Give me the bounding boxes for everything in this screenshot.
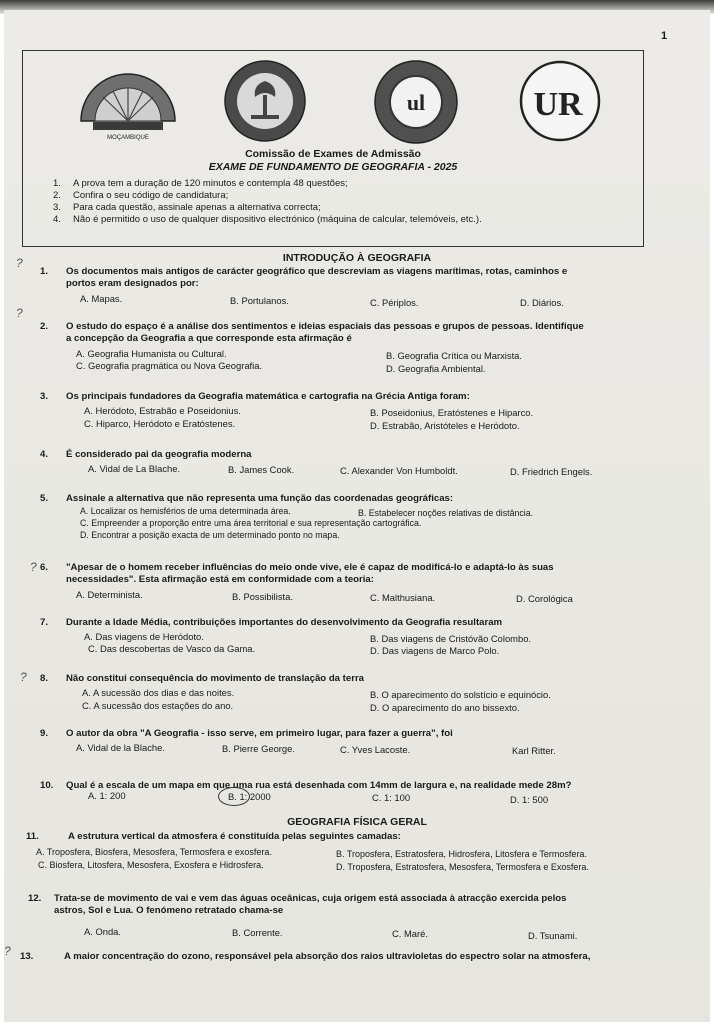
question-text: 11. A estrutura vertical da atmosfera é constituída pelas seguintes camadas: <box>26 831 401 842</box>
option-a[interactable]: A. Mapas. <box>80 293 123 304</box>
option-c[interactable]: C. Périplos. <box>370 297 419 308</box>
logo-4 <box>518 59 602 143</box>
option-d[interactable]: D. Corológica <box>516 593 573 604</box>
option-c[interactable]: C. 1: 100 <box>372 792 411 803</box>
option-b[interactable]: B. Portulanos. <box>230 295 289 306</box>
question-7 <box>40 617 660 656</box>
question-8 <box>40 673 660 713</box>
rule-1: 1. A prova tem a duração de 120 minutos e contempla 48 questões; <box>53 178 348 189</box>
option-d[interactable]: D. Geografia Ambiental. <box>386 363 486 374</box>
section-title-physical: GEOGRAFIA FÍSICA GERAL <box>287 816 427 828</box>
logo-2 <box>223 59 307 143</box>
option-b[interactable]: B. James Cook. <box>228 464 295 475</box>
option-d[interactable]: Karl Ritter. <box>512 745 556 756</box>
question-text: 10. Qual é a escala de um mapa em que uma rua está desenhada com 14mm de largura e, na realidade mede 28m? <box>40 780 572 791</box>
question-10 <box>40 780 660 805</box>
option-c[interactable]: C. Das descobertas de Vasco da Gama. <box>88 643 256 654</box>
question-11 <box>26 831 646 872</box>
option-a[interactable]: A. Onda. <box>84 926 122 937</box>
margin-question-mark: ? <box>30 560 37 574</box>
question-4 <box>40 449 660 477</box>
option-c[interactable]: C. Alexander Von Humboldt. <box>340 465 458 476</box>
option-a[interactable]: A. A sucessão dos dias e das noites. <box>82 687 235 698</box>
option-b[interactable]: B. Pierre George. <box>222 743 295 754</box>
option-b[interactable]: B. 1: 2000 <box>228 791 271 802</box>
margin-question-mark: ? <box>16 256 23 270</box>
logo-1-caption: MOÇAMBIQUE <box>107 135 149 141</box>
question-text: 9. O autor da obra "A Geografia - isso serve, em primeiro lugar, para fazer a guerra", foi <box>40 728 453 739</box>
question-text-cont: necessidades". Esta afirmação está em conformidade com a teoria: <box>66 574 374 585</box>
question-text: 1. Os documentos mais antigos de carácter geográfico que descreviam as viagens marítimas, rotas, caminhos e <box>40 266 568 277</box>
option-b[interactable]: B. Geografia Crítica ou Marxista. <box>386 350 522 361</box>
option-a[interactable]: A. Vidal de La Blache. <box>88 463 181 474</box>
answer-circle <box>218 787 250 806</box>
question-text: 2. O estudo do espaço é a análise dos sentimentos e ideias espaciais das pessoas e grupos de pessoas. Identifique <box>40 321 584 332</box>
exam-header-box <box>22 50 644 247</box>
option-c[interactable]: C. Malthusiana. <box>370 592 436 603</box>
option-d[interactable]: D. O aparecimento do ano bissexto. <box>370 702 520 713</box>
question-6 <box>40 562 660 604</box>
exam-rules <box>53 178 613 226</box>
option-b[interactable]: B. Estabelecer noções relativas de distância. <box>358 508 534 518</box>
option-a[interactable]: A. Vidal de la Blache. <box>76 742 165 753</box>
question-text: 5. Assinale a alternativa que não representa uma função das coordenadas geográficas: <box>40 493 454 504</box>
option-b[interactable]: B. Corrente. <box>232 927 283 938</box>
option-a[interactable]: A. Localizar os hemisférios de uma determinada área. <box>80 506 291 516</box>
option-d[interactable]: D. Friedrich Engels. <box>510 466 593 477</box>
option-d[interactable]: D. 1: 500 <box>510 794 549 805</box>
page-number: 1 <box>661 30 668 42</box>
option-a[interactable]: A. Heródoto, Estrabão e Poseidonius. <box>84 405 241 416</box>
option-d[interactable]: D. Tsunami. <box>528 930 578 941</box>
logo-4-mark: UR <box>533 86 583 123</box>
question-text: 7. Durante a Idade Média, contribuições importantes do desenvolvimento da Geografia resultaram <box>40 617 503 628</box>
margin-question-mark: ? <box>16 306 23 320</box>
question-text: 13. A maior concentração do ozono, responsável pela absorção dos raios ultravioletas do espectro solar na atmosfera, <box>20 951 591 962</box>
rule-3: 3. Para cada questão, assinale apenas a alternativa correcta; <box>53 202 321 213</box>
option-c[interactable]: C. A sucessão dos estações do ano. <box>82 700 234 711</box>
question-text-cont: a concepção da Geografia a que corresponde esta afirmação é <box>66 333 352 344</box>
option-a[interactable]: A. Das viagens de Heródoto. <box>84 631 204 642</box>
option-d[interactable]: D. Diários. <box>520 297 564 308</box>
question-12 <box>28 893 648 941</box>
option-c[interactable]: C. Biosfera, Litosfera, Mesosfera, Exosfera e Hidrosfera. <box>38 860 264 870</box>
option-c[interactable]: C. Yves Lacoste. <box>340 744 411 755</box>
option-b[interactable]: B. O aparecimento do solstício e equinócio. <box>370 689 551 700</box>
question-1 <box>40 266 660 308</box>
option-a[interactable]: A. Determinista. <box>76 589 143 600</box>
exam-title: EXAME DE FUNDAMENTO DE GEOGRAFIA - 2025 <box>208 161 458 173</box>
option-d[interactable]: D. Troposfera, Estratosfera, Mesosfera, Termosfera e Exosfera. <box>336 862 589 872</box>
logo-3 <box>373 59 459 145</box>
option-c[interactable]: C. Empreender a proporção entre uma área territorial e sua representação cartográfica. <box>80 518 422 528</box>
option-b[interactable]: B. Das viagens de Cristóvão Colombo. <box>370 633 532 644</box>
question-2 <box>40 321 660 374</box>
question-5 <box>40 493 660 540</box>
question-text: 8. Não constitui consequência do movimento de translação da terra <box>40 673 365 684</box>
option-b[interactable]: B. Troposfera, Estratosfera, Hidrosfera, Litosfera e Termosfera. <box>336 849 587 859</box>
question-text: 12. Trata-se de movimento de vai e vem das águas oceânicas, cuja origem está associada à atracção exercida pelos <box>28 893 567 904</box>
margin-question-mark: ? <box>4 944 11 958</box>
option-a[interactable]: A. Geografia Humanista ou Cultural. <box>76 348 227 359</box>
margin-question-mark: ? <box>20 670 27 684</box>
option-a[interactable]: A. 1: 200 <box>88 790 126 801</box>
option-c[interactable]: C. Maré. <box>392 928 428 939</box>
option-a[interactable]: A. Troposfera, Biosfera, Mesosfera, Termosfera e exosfera. <box>36 847 272 857</box>
question-9 <box>40 728 660 756</box>
rule-2: 2. Confira o seu código de candidatura; <box>53 190 229 201</box>
section-title-intro: INTRODUÇÃO À GEOGRAFIA <box>282 252 432 264</box>
svg-text:ul: ul <box>406 90 426 115</box>
question-text: 3. Os principais fundadores da Geografia matemática e cartografia na Grécia Antiga foram: <box>40 391 470 402</box>
rule-4: 4. Não é permitido o uso de qualquer dispositivo electrónico (máquina de calcular, telemóveis, etc.). <box>53 214 482 225</box>
option-d[interactable]: D. Das viagens de Marco Polo. <box>370 645 500 656</box>
option-d[interactable]: D. Estrabão, Aristóteles e Heródoto. <box>370 420 520 431</box>
question-text-cont: portos eram designados por: <box>66 278 199 289</box>
option-b[interactable]: B. Poseidonius, Eratóstenes e Hiparco. <box>370 407 534 418</box>
question-text: 6. "Apesar de o homem receber influências do meio onde vive, ele é capaz de modificá-lo e adaptá-lo às suas <box>40 562 554 573</box>
question-text: 4. É considerado pai da geografia moderna <box>40 449 252 460</box>
question-3 <box>40 391 660 431</box>
logo-1 <box>73 59 183 141</box>
question-13 <box>20 951 700 963</box>
option-d[interactable]: D. Encontrar a posição exacta de um determinado ponto no mapa. <box>80 530 340 540</box>
question-text-cont: astros, Sol e Lua. O fenómeno retratado chama-se <box>54 905 284 916</box>
option-b[interactable]: B. Possibilista. <box>232 591 293 602</box>
commission-title: Comissão de Exames de Admissão <box>245 148 421 160</box>
option-c[interactable]: C. Geografia pragmática ou Nova Geografia. <box>76 360 263 371</box>
option-c[interactable]: C. Hiparco, Heródoto e Eratóstenes. <box>84 418 236 429</box>
